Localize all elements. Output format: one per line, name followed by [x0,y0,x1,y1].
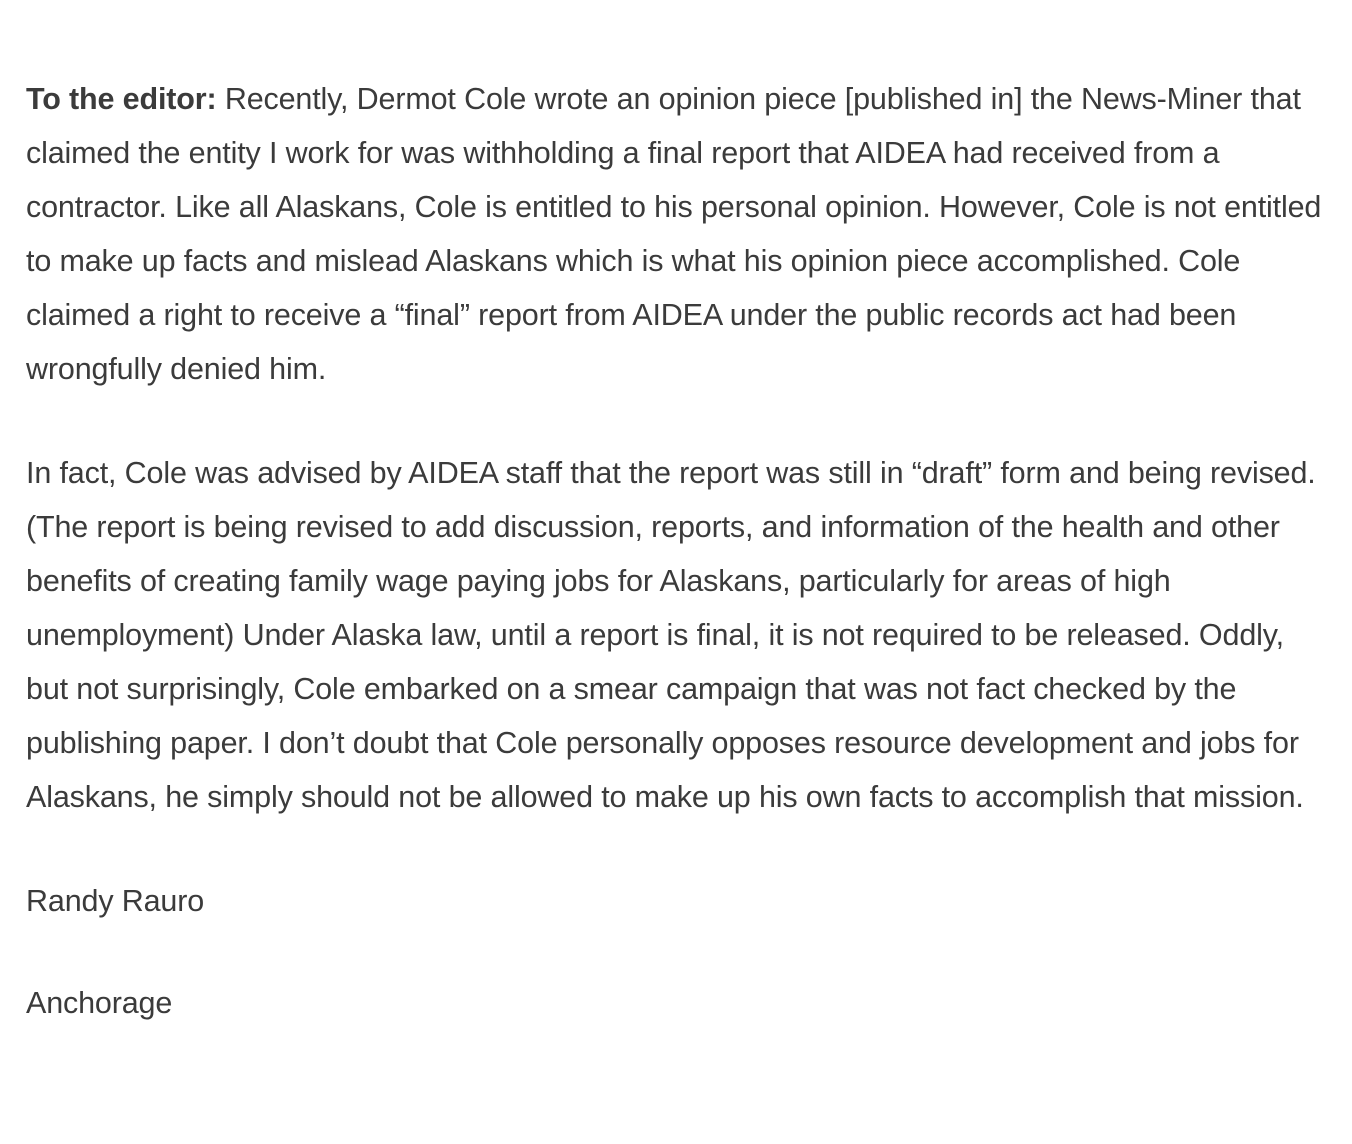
author-location: Anchorage [26,986,173,1020]
author-name: Randy Rauro [26,884,205,918]
paragraph-1-text: Recently, Dermot Cole wrote an opinion piece [published in] the News-Miner that claimed the entity I work for was withholding a final report that AIDEA had received from a contractor. Like all Alaskans, Cole is entitled to his personal opinion. However, Cole is not entitled to make up facts and mislead Alaskans which is what his opinion piece accomplished. Cole claimed a right to receive a “final” report from AIDEA under the public records act had been wrongfully denied him. [26,82,1322,386]
letter-paragraph-2: In fact, Cole was advised by AIDEA staff that the report was still in “draft” form and being revised. (The report is being revised to add discussion, reports, and information of the health and other benefits of creating family wage paying jobs for Alaskans, particularly for areas of high unemployment) Under Alaska law, until a report is final, it is not required to be released. Oddly, but not surprisingly, Cole embarked on a smear campaign that was not fact checked by the publishing paper. I don’t doubt that Cole personally opposes resource development and jobs for Alaskans, he simply should not be allowed to make up his own facts to accomplish that mission. [26,456,1316,814]
letter-paragraph-1 [26,72,1331,396]
salutation: To the editor: [26,82,217,116]
letter-to-editor [26,72,1331,1030]
